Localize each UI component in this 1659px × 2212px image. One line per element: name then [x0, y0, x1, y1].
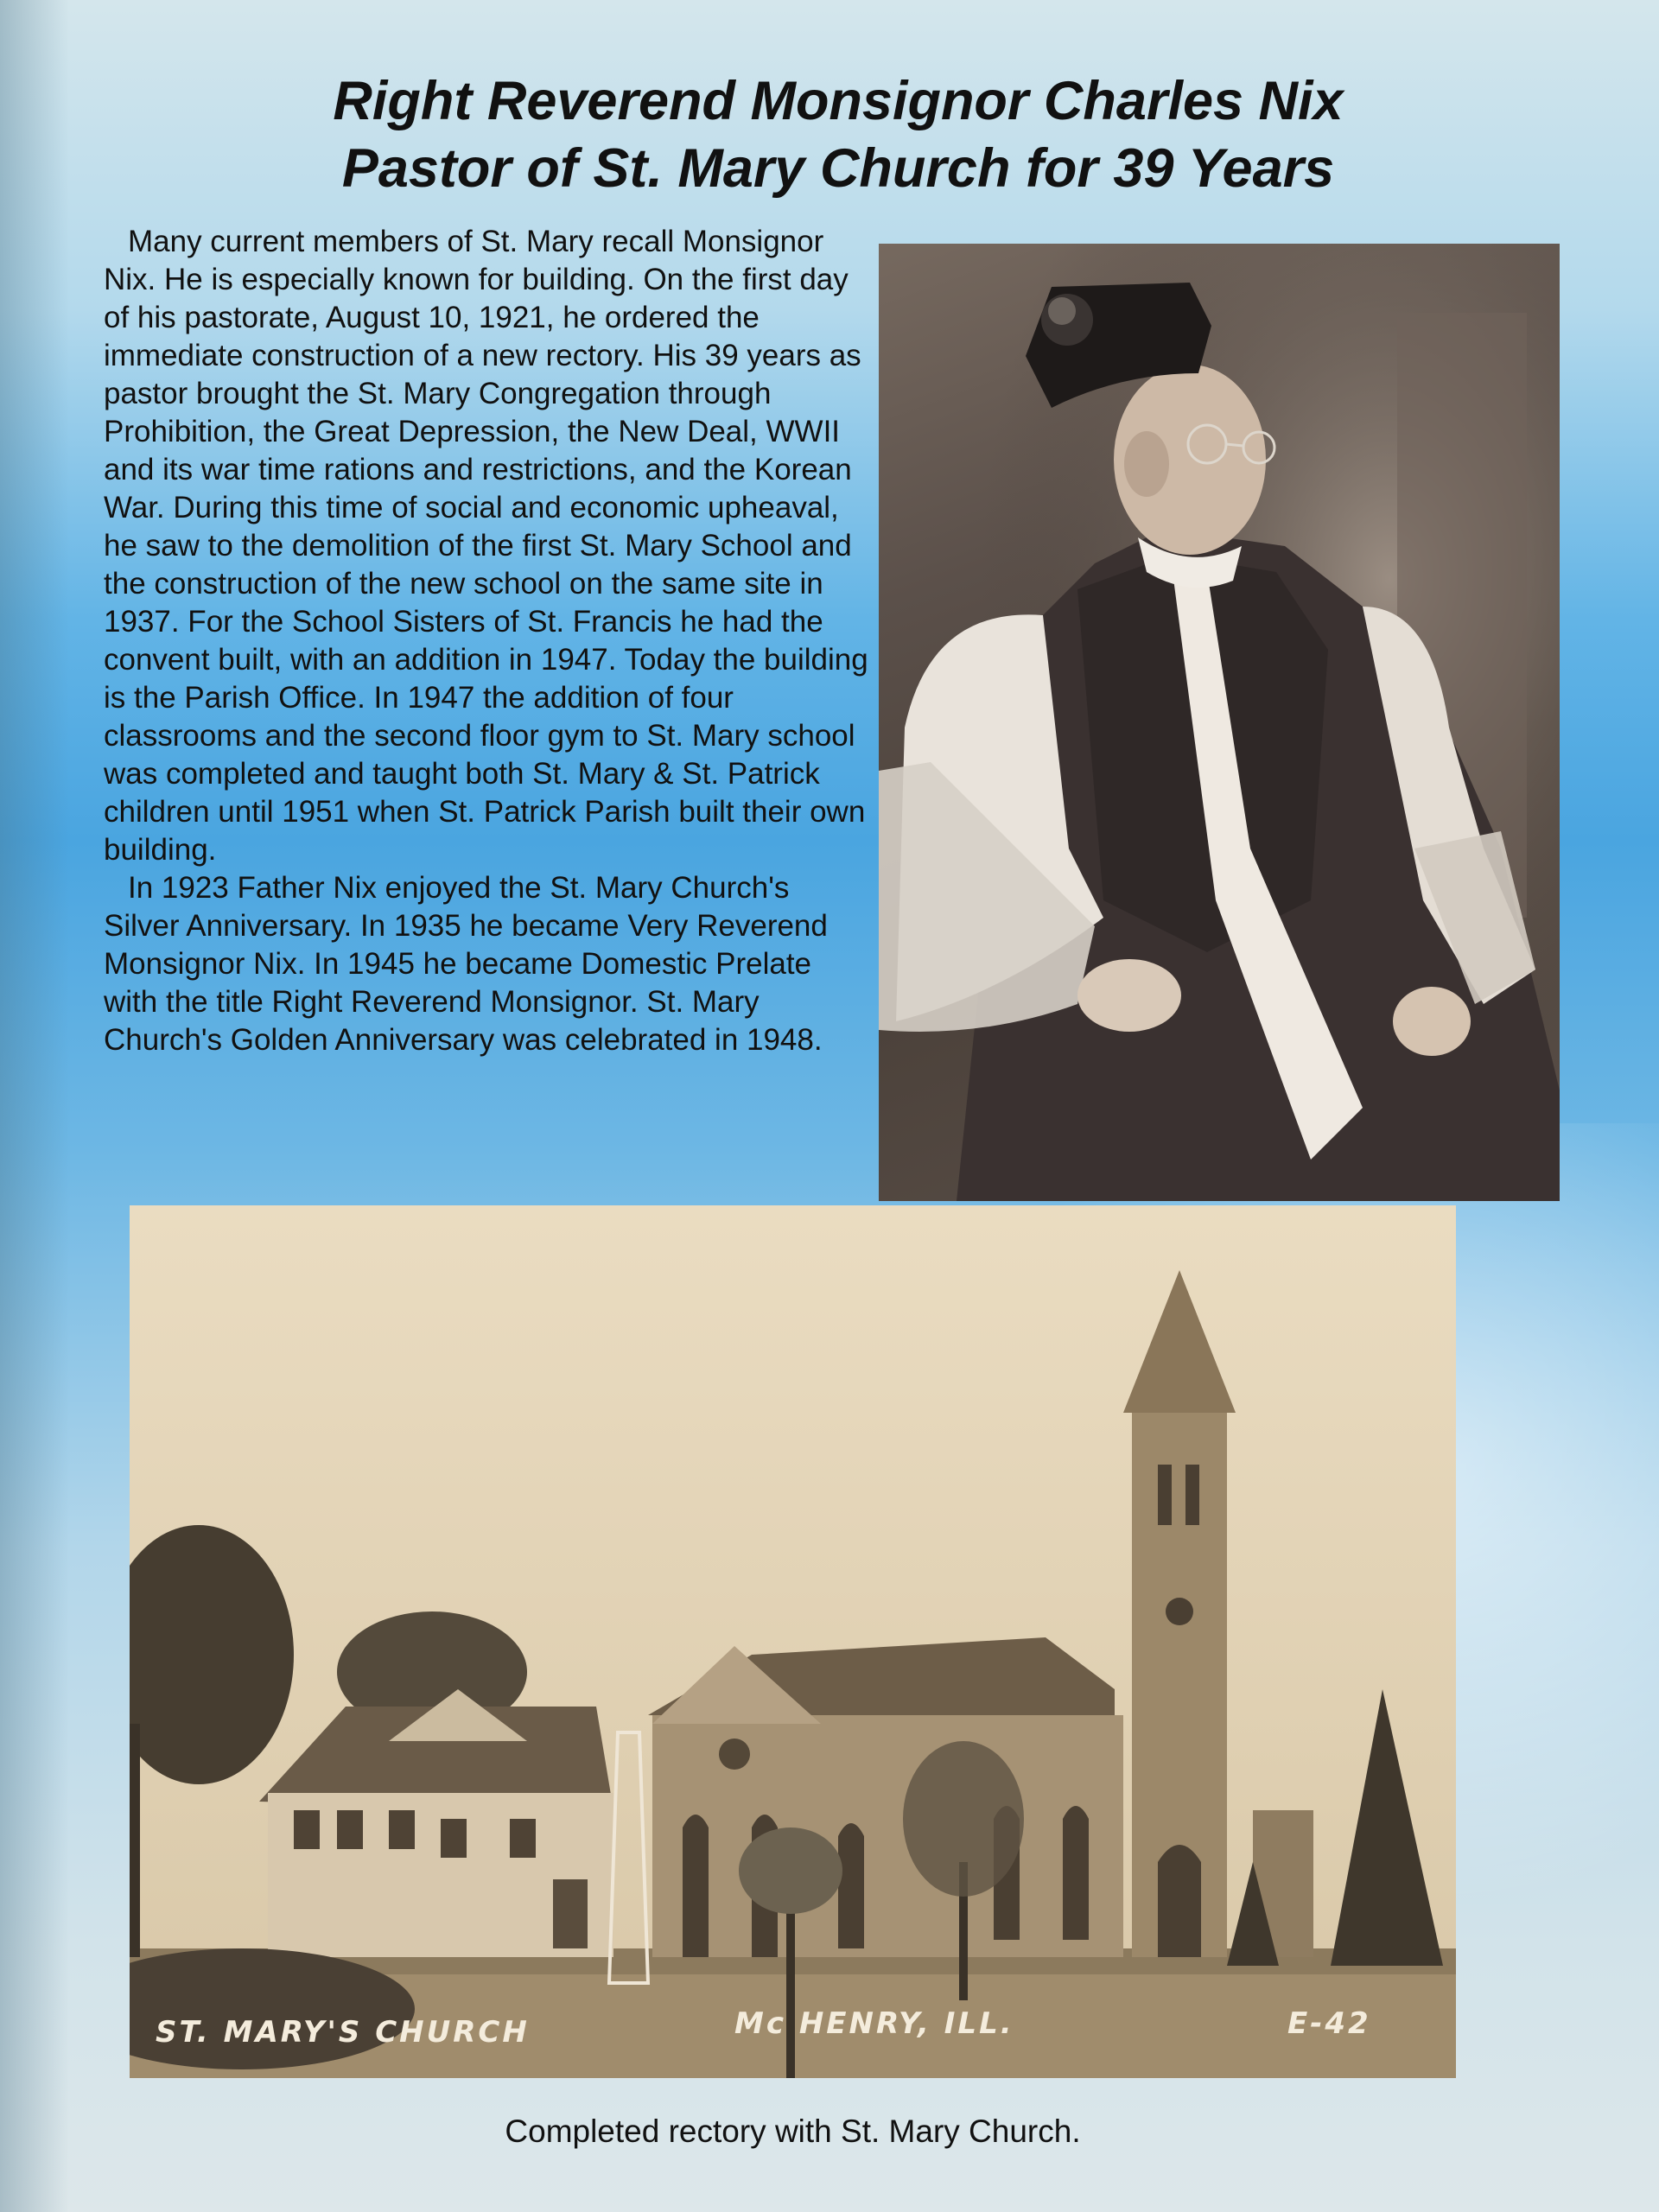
page-edge-shadow — [0, 0, 69, 2212]
photo-caption: Completed rectory with St. Mary Church. — [505, 2113, 1081, 2149]
photo-stamp-number: E-42 — [1287, 2006, 1371, 2041]
title-line-2: Pastor of St. Mary Church for 39 Years — [341, 138, 1335, 199]
church-illustration — [130, 1205, 1456, 2078]
portrait-illustration — [879, 244, 1560, 1201]
photo-stamp-location: ST. MARY'S CHURCH — [156, 2015, 530, 2050]
church-rectory-photo — [130, 1205, 1456, 2078]
right-hand — [1393, 987, 1471, 1056]
monsignor-portrait-photo — [879, 244, 1560, 1201]
article-paragraph-1: Many current members of St. Mary recall Monsignor Nix. He is especially known for building. On the first day of his pastorate, August 10, 1921, he ordered the immediate construction of a new rectory. His 39 years as pastor brought the St. Mary Congregation through Prohibition, the Great Depression, the New Deal, WWII and its war time rations and restrictions, and the Korean War. During this time of social and economic upheaval, he saw to the demolition of the first St. Mary School and the construction of the new school on the same site in 1937. For the School Sisters of St. Francis he had the convent built, with an addition in 1947. Today the building is the Parish Office. In 1947 the addition of four classrooms and the second floor gym to St. Mary school was completed and taught both St. Mary & St. Patrick children until 1951 when St. Patrick Parish built their own building. — [104, 225, 868, 867]
article-body — [104, 223, 873, 1059]
article-paragraph-2: In 1923 Father Nix enjoyed the St. Mary Church's Silver Anniversary. In 1935 he became Very Reverend Monsignor Nix. In 1945 he became Domestic Prelate with the title Right Reverend Monsignor. St. Mary Church's Golden Anniversary was celebrated in 1948. — [104, 871, 828, 1057]
bell-tower — [1123, 1270, 1236, 1957]
church-building — [648, 1637, 1123, 1957]
title-line-1: Right Reverend Monsignor Charles Nix — [333, 71, 1344, 131]
page-title — [190, 67, 1486, 202]
left-hand — [1077, 959, 1181, 1032]
photo-stamp-city: Mc HENRY, ILL. — [734, 2006, 1014, 2041]
